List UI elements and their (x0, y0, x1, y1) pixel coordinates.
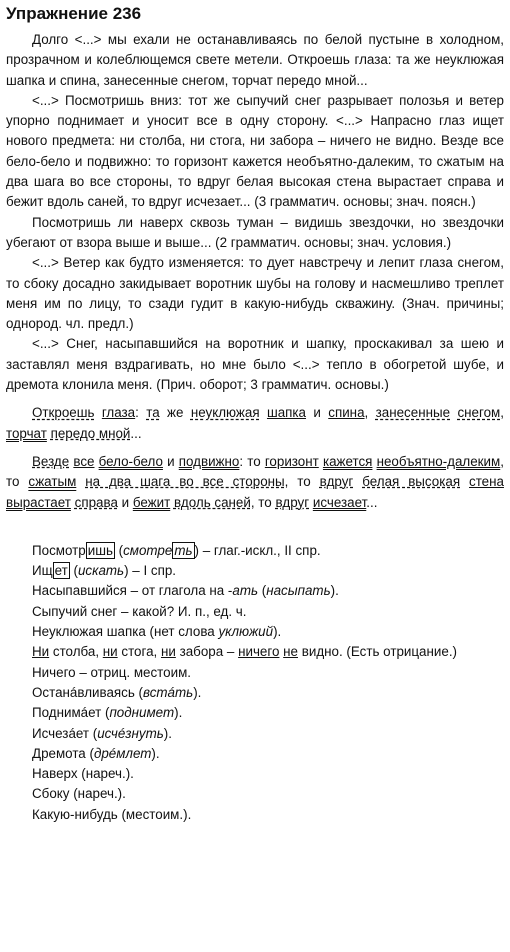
note-1: Посмотр ишь (смотре ть ) – глаг.-искл., II спр. (32, 542, 321, 558)
parsed-sentence-1: Откроешь глаза: та же неуклюжая шапка и спина, занесенные снегом, торчат передо мной... (6, 405, 504, 441)
note-2: Ищ ет (искать) – I спр. (32, 563, 176, 579)
note-14: Какую-нибудь (местоим.). (32, 806, 192, 822)
exercise-title: Упражнение 236 (6, 4, 142, 23)
text-paragraph-1: Долго <...> мы ехали не останавливаясь по белой пустыне в холодном, прозрачном и колеблющемся свете метели. Откроешь глаза: та же неуклюжая шапка и спина, занесенные снегом, торчат передо мной... (6, 32, 504, 88)
ending-box: ет (54, 563, 68, 579)
text-paragraph-5: <...> Снег, насыпавшийся на воротник и шапку, проскакивал за шею и заставлял меня вздрагивать, но мне было <...> тепло в обогретой шубе, и дремота клонила меня. (Прич. оборот; 3 грамматич. основы.) (6, 336, 504, 393)
notes-list (6, 541, 504, 825)
note-4: Сыпучий снег – какой? И. п., ед. ч. (32, 603, 247, 619)
spacer (6, 513, 504, 529)
note-6: Ни столба, ни стога, ни забора – ничего не видно. (Есть отрицание.) (32, 644, 458, 660)
spacer (6, 395, 504, 403)
suffix-box: ть (174, 542, 193, 558)
note-3: Насыпавшийся – от глагола на -ать (насыпать). (32, 583, 339, 599)
text-paragraph-2: <...> Посмотришь вниз: тот же сыпучий снег разрывает полозья и ветер упорно поднимает и уносит все в одну сторону. <...> Напрасно глаз ищет нового предмета: ни столба, ни стога, ни забора – ничего не видно. Везде все бело-бело и подвижно: то горизонт кажется необъятно-далеким, то сжатым на два шага во все стороны, то вдруг белая высокая стена вырастает справа и бежит вдоль саней, то вдруг исчезает... (3 грамматич. основы; знач. поясн.) (6, 92, 504, 210)
note-8: Останáвливаясь (встáть). (32, 684, 202, 700)
parsed-sentence-2: Везде все бело-бело и подвижно: то горизонт кажется необъятно-далеким, то сжатым на два шага во все стороны, то вдруг белая высокая стена вырастает справа и бежит вдоль саней, то вдруг исчезает... (6, 453, 504, 510)
note-5: Неуклюжая шапка (нет слова уклюжий). (32, 624, 282, 640)
note-12: Наверх (нареч.). (32, 766, 134, 782)
text-paragraph-4: <...> Ветер как будто изменяется: то дует навстречу и лепит глаза снегом, то сбоку досадно закидывает воротник шубы на голову и насмешливо треплет меня им по лицу, то сзади гудит в какую-нибудь скважину. (Знач. причины; однород. чл. предл.) (6, 255, 504, 332)
note-13: Сбоку (нареч.). (32, 786, 126, 802)
note-11: Дремота (дрéмлет). (32, 745, 160, 761)
ending-box: ишь (87, 542, 113, 558)
text-paragraph-3: Посмотришь ли наверх сквозь туман – видишь звездочки, но звездочки убегают от взора выше и выше... (2 грамматич. основы; знач. условия.) (6, 214, 504, 250)
note-7: Ничего – отриц. местоим. (32, 664, 192, 680)
note-10: Исчезáет (исчéзнуть). (32, 725, 172, 741)
spacer (6, 444, 504, 452)
note-9: Поднимáет (поднимет). (32, 705, 183, 721)
